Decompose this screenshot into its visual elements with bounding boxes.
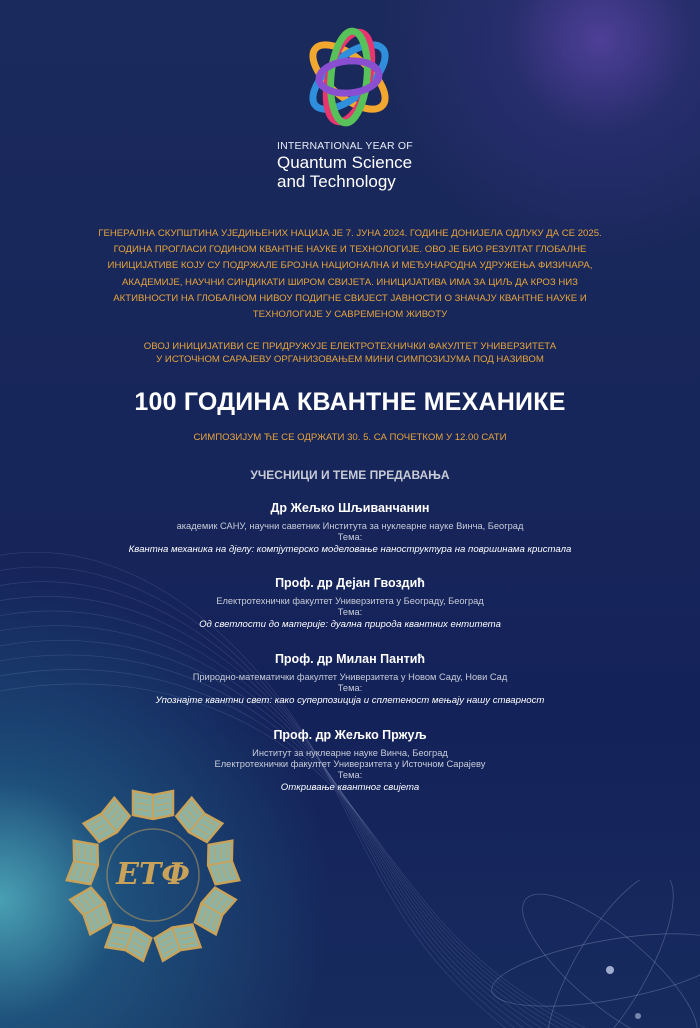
speaker-name: Проф. др Милан Пантић	[274, 652, 426, 666]
intro-paragraph: ГЕНЕРАЛНА СКУПШТИНА УЈЕДИЊЕНИХ НАЦИЈА ЈЕ 7. ЈУНА 2024. ГОДИНЕ ДОНИЈЕЛА ОДЛУКУ ДА СЕ 2025. ГОДИНА ПРОГЛАСИ ГОДИНОМ КВАНТНЕ НАУКЕ И ТЕХНОЛОГИЈЕ. ОВО ЈЕ БИО РЕЗУЛТАТ ГЛОБАЛНЕ ИНИЦИЈАТИВЕ КОЈУ СУ ПОДРЖАЛЕ БРОЈНА НАЦИОНАЛНА И МЕЂУНАРОДНА УДРУЖЕЊА ФИЗИЧАРА, АКАДЕМИЈЕ, НАУЧНИ СИНДИКАТИ ШИРОМ СВИЈЕТА. ИНИЦИЈАТИВА ИМА ЗА ЦИЉ ДА КРОЗ НИЗ АКТИВНОСТИ НА ГЛОБАЛНОМ НИВОУ ПОДИГНЕ СВИЈЕСТ ЈАВНОСТИ О ЗНАЧАЈУ КВАНТНЕ НАУКЕ И ТЕХНОЛОГИЈЕ У САВРЕМЕНОМ ЖИВОТУ	[98, 228, 602, 321]
speaker-topic: Откривање квантног свијета	[280, 782, 420, 793]
speaker-affiliation: Електротехнички факултет Универзитета у Београду, Београд	[216, 596, 484, 606]
iyq-line-2: Quantum Science	[277, 153, 413, 172]
symposium-date: СИМПОЗИЈУМ ЋЕ СЕ ОДРЖАТИ 30. 5. СА ПОЧЕТКОМ У 12.00 САТИ	[193, 432, 507, 443]
speaker-1	[0, 500, 700, 556]
speaker-name: Проф. др Жељко Пржуљ	[273, 728, 427, 742]
speaker-topic: Упознајте квантни свет: како суперпозиција и сплетеност мењају нашу стварност	[155, 695, 545, 706]
topic-label: Тема:	[337, 770, 363, 780]
initiative-line-1: ОВОЈ ИНИЦИЈАТИВИ СЕ ПРИДРУЖУЈЕ ЕЛЕКТРОТЕХНИЧКИ ФАКУЛТЕТ УНИВЕРЗИТЕТА	[143, 341, 557, 352]
speaker-name: Др Жељко Шљиванчанин	[270, 501, 430, 515]
symposium-title: 100 ГОДИНА КВАНТНЕ МЕХАНИКЕ	[134, 388, 566, 416]
topic-label: Тема:	[337, 683, 363, 693]
speaker-topic: Од светлости до материје: дуална природа квантних ентитета	[199, 619, 501, 630]
speaker-affiliation: Институт за нуклеарне науке Винча, Београд	[252, 748, 448, 758]
iyq-line-3: and Technology	[277, 172, 396, 191]
atom-orbit-decoration	[470, 880, 700, 1028]
speaker-name: Проф. др Дејан Гвоздић	[275, 576, 425, 590]
etf-emblem-icon	[58, 780, 248, 970]
speaker-affiliation: академик САНУ, научни саветник Института за нуклеарне науке Винча, Београд	[176, 521, 524, 531]
initiative-paragraph	[0, 340, 700, 366]
speaker-affiliation-2: Електротехнички факултет Универзитета у Источном Сарајеву	[214, 759, 486, 769]
section-title: УЧЕСНИЦИ И ТЕМЕ ПРЕДАВАЊА	[250, 468, 450, 482]
iyq-line-1: INTERNATIONAL YEAR OF	[277, 140, 413, 152]
emblem-monogram: ЕТФ	[116, 857, 190, 892]
topic-label: Тема:	[337, 532, 363, 542]
iyq-wordmark	[277, 140, 437, 191]
speaker-affiliation: Природно-математички факултет Универзитета у Новом Саду, Нови Сад	[192, 672, 508, 682]
topic-label: Тема:	[337, 607, 363, 617]
speaker-3	[0, 651, 700, 707]
initiative-line-2: У ИСТОЧНОМ САРАЈЕВУ ОРГАНИЗОВАЊЕМ МИНИ СИМПОЗИЈУМА ПОД НАЗИВОМ	[156, 354, 544, 365]
iyq-logo-icon	[293, 22, 405, 132]
speaker-topic: Квантна механика на дјелу: компјутерско моделовање наноструктура на површинама кристала	[128, 544, 572, 555]
speaker-2	[0, 575, 700, 631]
